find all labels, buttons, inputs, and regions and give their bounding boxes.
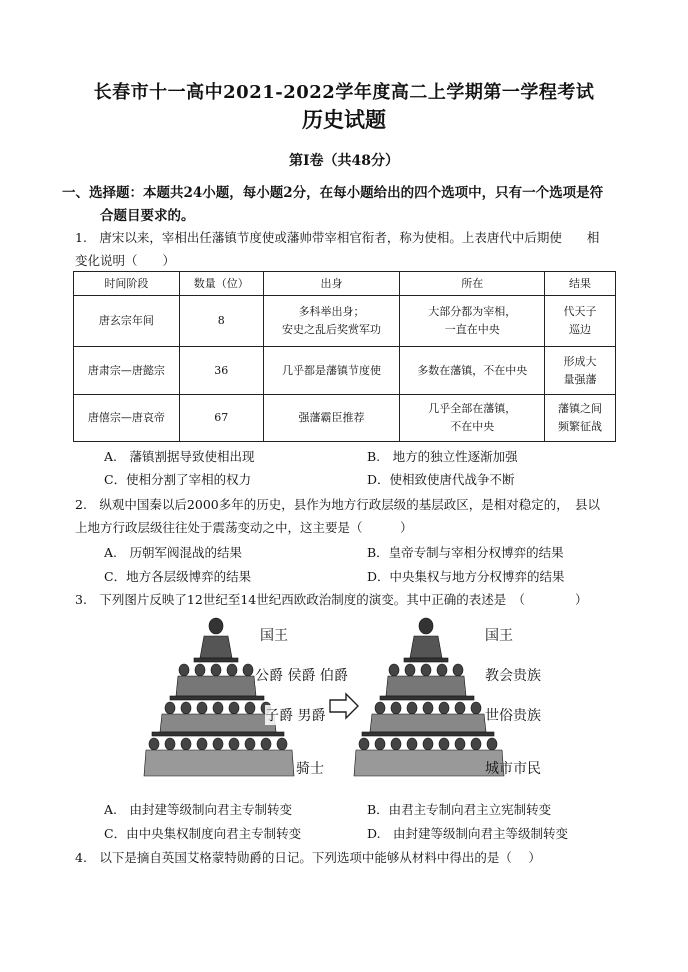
table-cell <box>263 347 400 395</box>
table-cell: 唐肃宗—唐懿宗 <box>74 347 180 395</box>
table-cell <box>545 395 616 442</box>
label-dukes: 公爵 侯爵 伯爵 <box>255 665 348 685</box>
label-secular-nobles: 世俗贵族 <box>485 708 541 724</box>
cell-line: 一直在中央 <box>444 323 500 336</box>
table-row <box>74 347 616 395</box>
label-king-right: 国王 <box>485 628 513 644</box>
arrow-right-icon <box>330 694 358 718</box>
cell-line: 几乎全部在藩镇， <box>428 402 517 415</box>
table-cell <box>545 347 616 395</box>
q3-stem: 3. 下列图片反映了12世纪至14世纪西欧政治制度的演变。其中正确的表述是 （ ） <box>75 592 588 607</box>
q1-option-b[interactable]: B. 地方的独立性逐渐加强 <box>367 449 518 464</box>
right-pyramid <box>354 618 504 776</box>
cell-line: 藩镇之间 <box>558 402 603 415</box>
exam-subtitle: 历史试题 <box>302 107 386 132</box>
table-cell <box>400 347 545 395</box>
table-cell <box>400 296 545 347</box>
exam-title: 长春市十一高中2021-2022学年度高二上学期第一学程考试 <box>93 82 595 103</box>
q2-option-b[interactable]: B．皇帝专制与宰相分权博弈的结果 <box>367 545 564 560</box>
q1-option-d[interactable]: D．使相致使唐代战争不断 <box>367 472 515 487</box>
cell-line: 大部分都为宰相， <box>428 305 517 318</box>
cell-line: 频繁征战 <box>558 420 603 433</box>
table-header-cell: 数量（位） <box>179 272 263 296</box>
cell-line: 代天子 <box>563 305 597 318</box>
cell-line: 安史之乱后奖赏军功 <box>282 323 382 336</box>
label-citizens: 城市市民 <box>485 761 541 777</box>
q1-table <box>73 271 616 442</box>
q1-option-c[interactable]: C．使相分割了宰相的权力 <box>104 472 252 487</box>
cell-line: 多科举出身； <box>298 305 365 318</box>
section-instruction: 一、选择题：本题共24小题，每小题2分，在每小题给出的四个选项中，只有一个选项是符 <box>62 185 604 201</box>
q2-option-d[interactable]: D．中央集权与地方分权博弈的结果 <box>367 569 565 584</box>
table-header-cell: 出身 <box>263 272 400 296</box>
q1-option-a[interactable]: A. 藩镇割据导致使相出现 <box>104 449 255 464</box>
label-barons: 子爵 男爵 <box>265 705 325 725</box>
table-header-cell: 所在 <box>400 272 545 296</box>
table-cell: 唐僖宗—唐哀帝 <box>74 395 180 442</box>
q3-option-c[interactable]: C．由中央集权制度向君主专制转变 <box>104 826 302 841</box>
table-cell <box>545 296 616 347</box>
q1-stem-cont: 变化说明（ ） <box>75 253 176 268</box>
label-king-left: 国王 <box>260 628 288 644</box>
q3-option-d[interactable]: D. 由封建等级制向君主等级制转变 <box>367 826 569 841</box>
q4-stem: 4. 以下是摘自英国艾格蒙特勋爵的日记。下列选项中能够从材料中得出的是（ ） <box>75 850 541 865</box>
q2-stem-cont: 上地方行政层级往往处于震荡变动之中，这主要是（ ） <box>75 520 413 535</box>
table-cell <box>400 395 545 442</box>
cell-line: 多数在藩镇，不在中央 <box>417 363 528 377</box>
part-heading: 第Ⅰ卷（共48分） <box>288 153 400 169</box>
table-cell <box>263 296 400 347</box>
section-instruction-cont: 合题目要求的。 <box>100 208 195 224</box>
label-church-nobles: 教会贵族 <box>485 668 541 684</box>
table-cell: 8 <box>179 296 263 347</box>
label-knights: 骑士 <box>296 758 324 778</box>
q3-option-a[interactable]: A. 由封建等级制向君主专制转变 <box>104 802 293 817</box>
cell-line: 不在中央 <box>450 420 495 433</box>
table-cell: 唐玄宗年间 <box>74 296 180 347</box>
table-cell <box>263 395 400 442</box>
q2-option-c[interactable]: C．地方各层级博弈的结果 <box>104 569 252 584</box>
table-row <box>74 395 616 442</box>
q3-pyramid-figure <box>140 614 552 788</box>
q3-option-b[interactable]: B．由君主专制向君主立宪制转变 <box>367 802 552 817</box>
q1-stem: 1. 唐宋以来，宰相出任藩镇节度使或藩帅带宰相官衔者，称为使相。上表唐代中后期使 相 <box>75 230 600 245</box>
q2-option-a[interactable]: A. 历朝军阀混战的结果 <box>104 545 243 560</box>
q2-stem: 2. 纵观中国秦以后2000多年的历史，县作为地方行政层级的基层政区，是相对稳定的， 县以 <box>75 497 600 512</box>
table-header-cell: 结果 <box>545 272 616 296</box>
cell-line: 量强藩 <box>563 372 597 386</box>
cell-line: 巡边 <box>569 323 592 336</box>
cell-line: 强藩霸臣推荐 <box>298 411 365 424</box>
cell-line: 几乎都是藩镇节度使 <box>282 363 382 377</box>
table-cell: 36 <box>179 347 263 395</box>
cell-line: 形成大 <box>563 354 597 368</box>
table-cell: 67 <box>179 395 263 442</box>
table-row <box>74 296 616 347</box>
table-header-cell: 时间阶段 <box>74 272 180 296</box>
